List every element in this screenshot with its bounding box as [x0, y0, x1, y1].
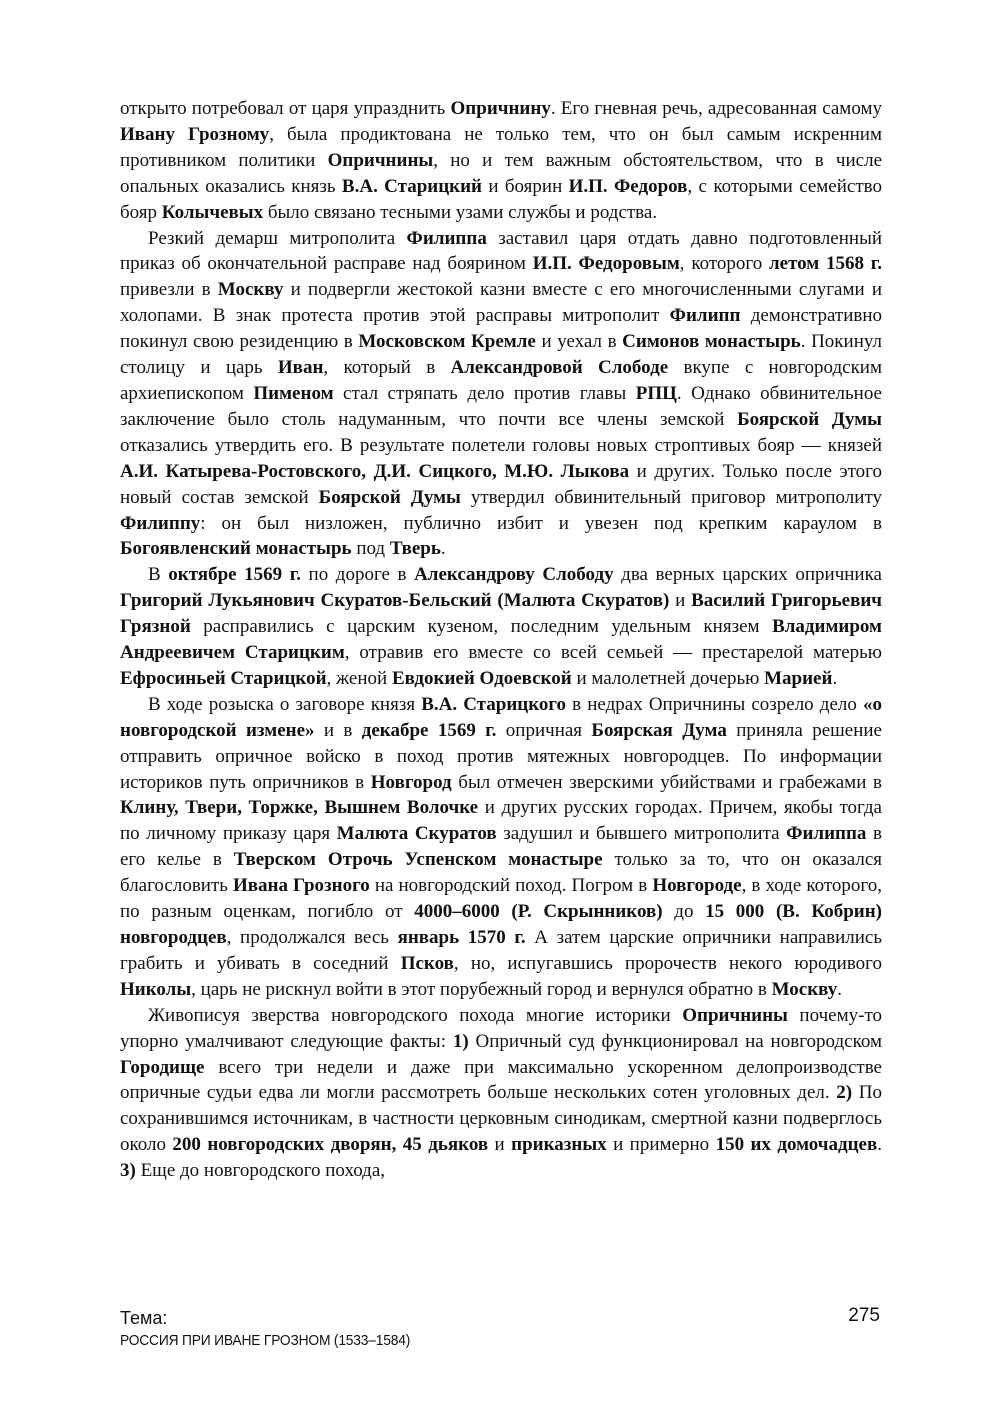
text-run: Резкий демарш митрополита: [148, 227, 407, 249]
text-run: .: [877, 1134, 883, 1156]
topic-title: РОССИЯ ПРИ ИВАНЕ ГРОЗНОМ (1533–1584): [120, 1332, 411, 1349]
bold-term: Филипп: [669, 305, 741, 327]
bold-term: Боярская Дума: [591, 719, 727, 741]
text-run: почему-то упорно умалчивают следующие факты:: [120, 1004, 882, 1052]
bold-term: Филиппу: [120, 512, 201, 534]
text-run: , продолжался весь: [226, 927, 398, 948]
bold-term: В.А. Старицкий: [341, 175, 482, 197]
text-run: и: [669, 590, 692, 612]
text-run: и уехал в: [535, 331, 623, 353]
text-run: , с которыми семейство бояр: [120, 175, 882, 223]
bold-term: Москву: [217, 279, 284, 301]
text-run: и: [488, 1134, 512, 1156]
text-run: утвердил обвинительный приговор митрополиту: [460, 486, 882, 508]
text-run: .: [440, 538, 446, 560]
text-run: только за то, что он оказался благословить: [120, 849, 883, 897]
text-run: .: [832, 667, 838, 689]
bold-term: Боярской Думы: [737, 408, 882, 430]
text-run: и в: [314, 719, 362, 741]
bold-term: Опричнины: [682, 1004, 788, 1026]
text-run: . Однако обвинительное заключение было столь надуманным, что почти все члены земской: [120, 382, 882, 430]
bold-term: Городище: [120, 1056, 205, 1078]
bold-term: январь 1570 г.: [397, 927, 526, 948]
bold-term: Александрову Слободу: [414, 564, 614, 586]
text-run: , женой: [326, 667, 392, 689]
text-run: в его келье в: [120, 823, 882, 871]
bold-term: И.П. Федоров: [568, 175, 688, 197]
text-run: и примерно: [606, 1134, 716, 1156]
text-run: . Покинул столицу и царь: [120, 331, 883, 379]
bold-term: Новгород: [370, 771, 452, 793]
text-run: привезли в: [120, 279, 218, 301]
text-run: Опричный суд функционировал на новгородском: [468, 1030, 882, 1052]
bold-term: Богоявленский монастырь: [120, 538, 352, 560]
text-run: был отмечен зверскими убийствами и грабежами в: [451, 771, 882, 793]
bold-term: приказных: [511, 1134, 607, 1156]
bold-term: И.П. Федоровым: [532, 253, 680, 275]
bold-term: 2): [836, 1082, 853, 1104]
bold-term: Ивана Грозного: [233, 875, 370, 897]
bold-term: летом 1568 г.: [768, 253, 883, 275]
text-run: всего три недели и даже при максимально ускоренном делопроизводстве опричные судьи едва ли могли рассмотреть больше нескольких сотен уголовных дел.: [120, 1056, 882, 1104]
bold-term: Василий Григорьевич Грязной: [120, 590, 882, 638]
bold-term: Псков: [400, 952, 454, 974]
bold-term: Симонов монастырь: [622, 331, 801, 353]
running-footer-topic: [120, 1306, 435, 1352]
text-run: и других. Только после этого новый состав земской: [120, 460, 882, 508]
bold-term: Новгороде: [652, 875, 742, 897]
text-run: . Его гневная речь, адресованная самому: [550, 98, 882, 119]
bold-term: декабре 1569 г.: [361, 719, 497, 741]
text-run: Живописуя зверства новгородского похода многие историки: [148, 1004, 683, 1026]
text-run: , но и тем важным обстоятельством, что в числе опальных оказались князь: [120, 149, 882, 197]
bold-term: Александровой Слободе: [450, 357, 669, 379]
text-run: и других русских городах. Причем, якобы тогда по личному приказу царя: [120, 797, 882, 845]
paragraph: [120, 692, 882, 1003]
bold-term: Ефросиньей Старицкой: [120, 667, 327, 689]
paragraph: [120, 562, 882, 692]
text-run: : он был низложен, публично избит и увезен под крепким караулом в: [200, 512, 882, 534]
text-run: открыто потребовал от царя упразднить: [120, 98, 451, 119]
page-number: 275: [848, 1305, 880, 1326]
text-run: расправились с царским кузеном, последним удельным князем: [190, 616, 773, 638]
bold-term: РПЦ: [635, 382, 677, 404]
body-text: [120, 96, 882, 1184]
bold-term: «о новгородской измене»: [120, 693, 882, 741]
bold-term: Евдокией Одоевской: [391, 667, 572, 689]
text-run: задушил и бывшего митрополита: [496, 823, 787, 845]
text-run: А затем царские опричники направились грабить и убивать в соседний: [120, 927, 883, 974]
bold-term: Филиппа: [406, 227, 487, 249]
bold-term: Московском Кремле: [358, 331, 536, 353]
text-run: опричная: [496, 719, 592, 741]
bold-term: 3): [120, 1160, 136, 1182]
bold-term: Боярской Думы: [318, 486, 461, 508]
paragraph: [120, 1003, 882, 1184]
text-run: приняла решение отправить опричное войско в поход против мятежных новгородцев. По информации историков путь опричников в: [120, 719, 882, 793]
text-run: стал стряпать дело против главы: [333, 382, 636, 404]
text-run: , отравив его вместе со всей семьей — престарелой матерью: [344, 642, 882, 664]
text-run: до: [662, 901, 706, 923]
bold-term: 200 новгородских дворян, 45 дьяков: [172, 1134, 489, 1156]
paragraph: [120, 226, 882, 563]
text-run: В: [148, 564, 169, 586]
bold-term: 150 их домочадцев: [715, 1134, 878, 1156]
text-run: , царь не рискнул войти в этот порубежный город и вернулся обратно в: [191, 978, 772, 1000]
bold-term: Ивану Грозному: [120, 123, 270, 145]
text-run: , который в: [323, 357, 451, 379]
bold-term: Филиппа: [786, 823, 867, 845]
bold-term: Москву: [771, 978, 838, 1000]
bold-term: Опричнину: [450, 98, 551, 119]
bold-term: 4000–6000 (Р. Скрынников): [414, 901, 663, 923]
text-run: было связано тесными узами службы и родства.: [263, 201, 658, 223]
bold-term: Клину, Твери, Торжке, Вышнем Волочке: [120, 797, 479, 819]
text-run: , была продиктована не только тем, что он был самым искренним противником политики: [120, 123, 883, 171]
text-run: , которого: [679, 253, 769, 275]
text-run: два верных царских опричника: [613, 564, 882, 586]
text-run: отказались утвердить его. В результате полетели головы новых строптивых бояр — князей: [120, 434, 882, 456]
text-run: и малолетней дочерью: [571, 667, 765, 689]
bold-term: октябре 1569 г.: [168, 564, 301, 586]
paragraph: [120, 96, 882, 226]
bold-term: Тверь: [389, 538, 441, 560]
text-run: По сохранившимся источникам, в частности церковным синодикам, смертной казни подверглось около: [120, 1082, 882, 1156]
text-run: заставил царя отдать давно подготовленный приказ об окончательной расправе над боярином: [120, 227, 883, 275]
bold-term: Владимиром Андреевичем Старицким: [120, 616, 882, 664]
bold-term: Николы: [120, 978, 192, 1000]
bold-term: А.И. Катырева-Ростовского, Д.И. Сицкого, М.Ю. Лыкова: [120, 460, 630, 482]
text-run: под: [351, 538, 390, 560]
text-run: , в ходе которого, по разным оценкам, погибло от: [120, 875, 882, 923]
text-run: демонстративно покинул свою резиденцию в: [120, 305, 883, 353]
text-run: в недрах Опричнины созрело дело: [566, 693, 863, 715]
bold-term: 15 000 (В. Кобрин) новгородцев: [120, 901, 883, 948]
topic-label: Тема:: [120, 1308, 168, 1328]
text-run: , но, испугавшись пророчеств некого юродивого: [453, 952, 882, 974]
bold-term: 1): [452, 1030, 469, 1052]
bold-term: Иван: [277, 357, 324, 379]
text-run: В ходе розыска о заговоре князя: [148, 693, 422, 715]
bold-term: Марией: [764, 667, 833, 689]
bold-term: Тверском Отрочь Успенском монастыре: [233, 849, 603, 871]
text-run: Еще до новгородского похода,: [135, 1160, 386, 1182]
bold-term: Малюта Скуратов: [336, 823, 497, 845]
bold-term: Пименом: [253, 382, 334, 404]
text-run: по дороге в: [300, 564, 415, 586]
text-run: и подвергли жестокой казни вместе с его многочисленными слугами и холопами. В знак протеста против этой расправы митрополит: [120, 279, 882, 327]
text-run: на новгородский поход. Погром в: [369, 875, 653, 897]
bold-term: Колычевых: [161, 201, 264, 223]
text-run: и боярин: [482, 175, 569, 197]
text-run: .: [837, 978, 843, 1000]
text-run: вкупе с новгородским архиепископом: [120, 357, 882, 404]
bold-term: Опричнины: [327, 149, 434, 171]
bold-term: Григорий Лукьянович Скуратов-Бельский (Малюта Скуратов): [120, 590, 670, 612]
bold-term: В.А. Старицкого: [421, 693, 567, 715]
